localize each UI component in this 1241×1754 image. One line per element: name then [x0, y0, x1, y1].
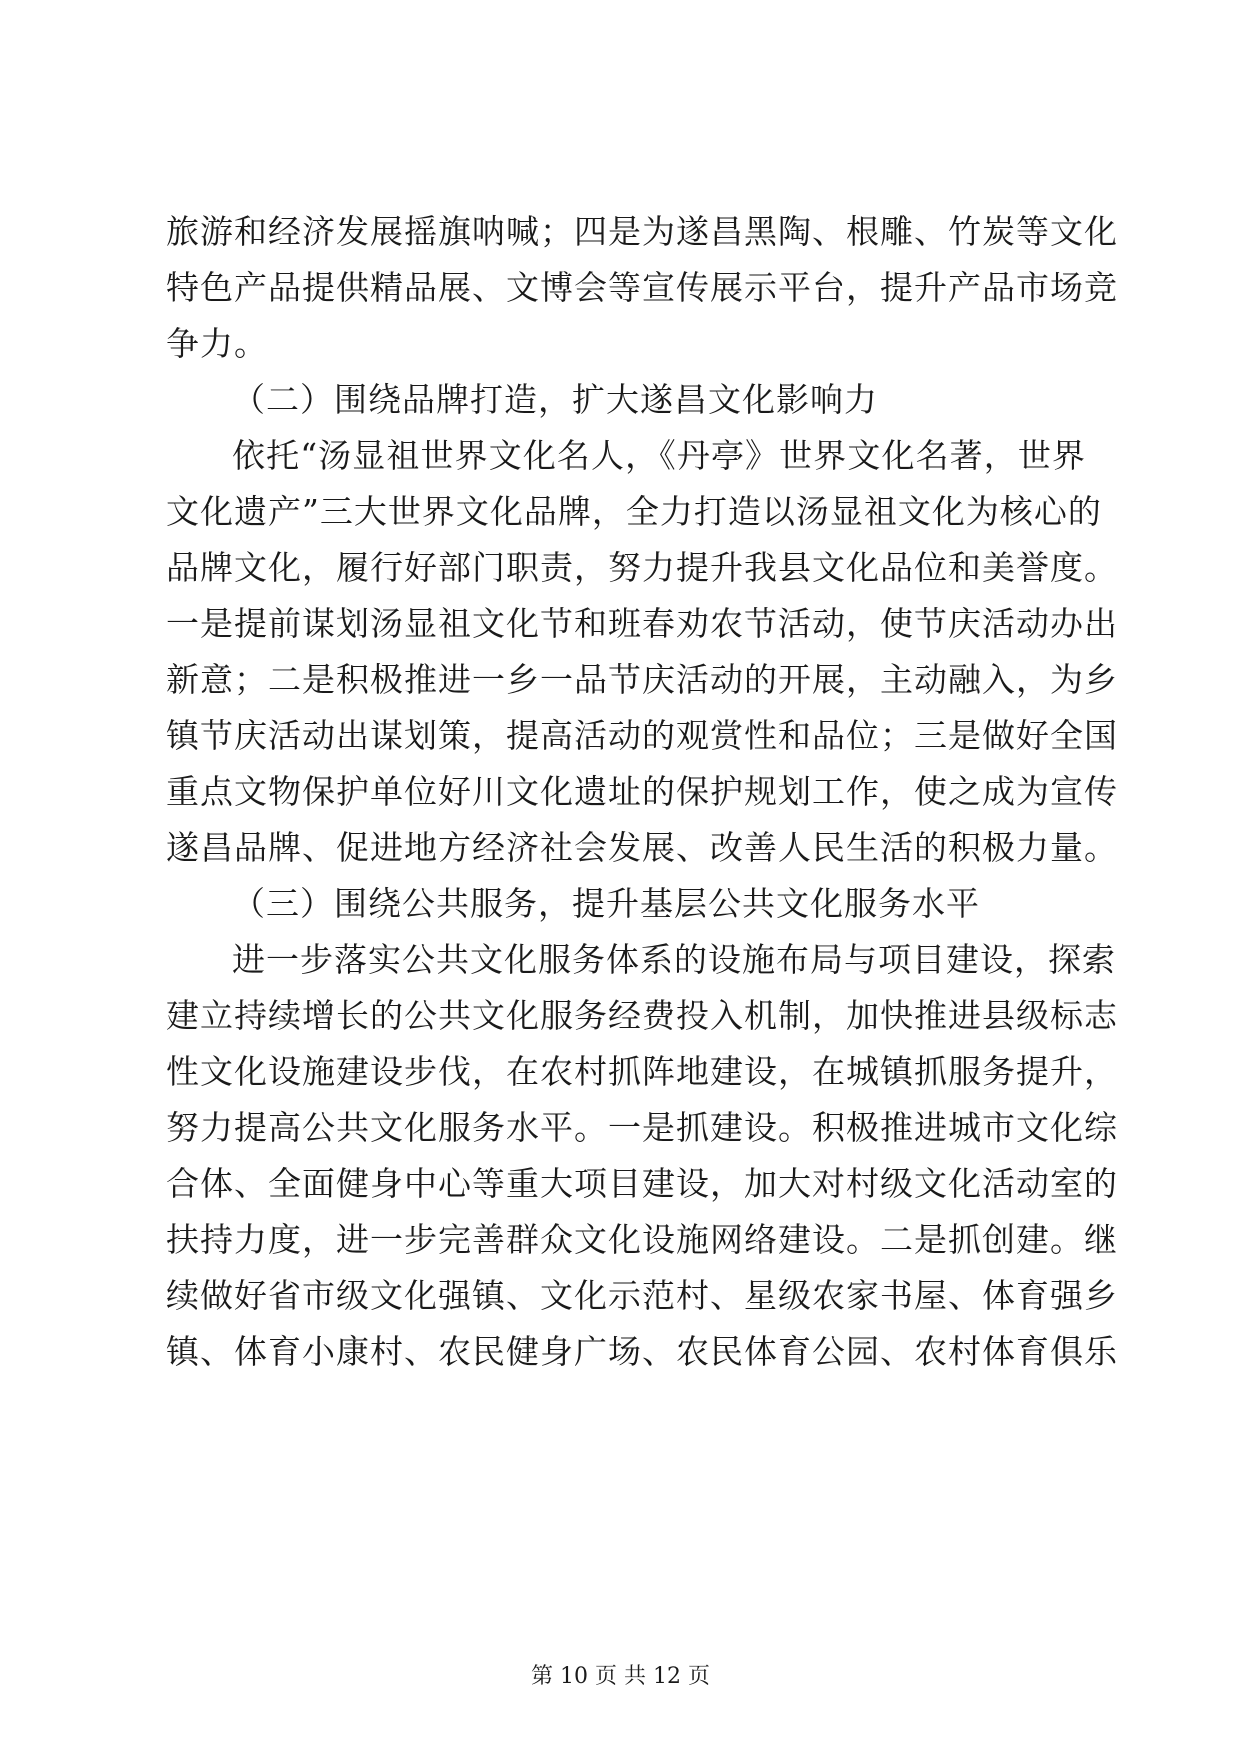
- page-number-footer: 第 10 页 共 12 页: [531, 1664, 710, 1689]
- body-text-line: 新意；二是积极推进一乡一品节庆活动的开展，主动融入，为乡: [166, 660, 1118, 699]
- body-text-line: 合体、全面健身中心等重大项目建设，加大对村级文化活动室的: [166, 1164, 1118, 1203]
- paragraph-first-line: 进一步落实公共文化服务体系的设施布局与项目建设，探索: [232, 940, 1116, 979]
- body-text-line: 扶持力度，进一步完善群众文化设施网络建设。二是抓创建。继: [166, 1220, 1118, 1259]
- body-text-line: 镇节庆活动出谋划策，提高活动的观赏性和品位；三是做好全国: [166, 716, 1118, 755]
- paragraph-first-line: 依托“汤显祖世界文化名人，《丹亭》世界文化名著，世界: [232, 436, 1086, 475]
- body-text-line: 文化遗产”三大世界文化品牌，全力打造以汤显祖文化为核心的: [166, 492, 1102, 531]
- body-text-line: 镇、体育小康村、农民健身广场、农民体育公园、农村体育俱乐: [166, 1332, 1118, 1371]
- body-text-line: 遂昌品牌、促进地方经济社会发展、改善人民生活的积极力量。: [166, 828, 1118, 867]
- section-heading: （二）围绕品牌打造，扩大遂昌文化影响力: [232, 380, 878, 419]
- section-heading: （三）围绕公共服务，提升基层公共文化服务水平: [232, 884, 980, 923]
- body-text-line: 旅游和经济发展摇旗呐喊；四是为遂昌黑陶、根雕、竹炭等文化: [166, 212, 1118, 251]
- body-text-line: 性文化设施建设步伐，在农村抓阵地建设，在城镇抓服务提升，: [166, 1052, 1118, 1091]
- body-text-line: 重点文物保护单位好川文化遗址的保护规划工作，使之成为宣传: [166, 772, 1118, 811]
- body-text-line: 特色产品提供精品展、文博会等宣传展示平台，提升产品市场竞: [166, 268, 1118, 307]
- body-text-line: 努力提高公共文化服务水平。一是抓建设。积极推进城市文化综: [166, 1108, 1118, 1147]
- body-text-line: 建立持续增长的公共文化服务经费投入机制，加快推进县级标志: [166, 996, 1118, 1035]
- body-text-line: 争力。: [166, 324, 268, 363]
- body-text-line: 一是提前谋划汤显祖文化节和班春劝农节活动，使节庆活动办出: [166, 604, 1118, 643]
- body-text-line: 品牌文化，履行好部门职责，努力提升我县文化品位和美誉度。: [166, 548, 1118, 587]
- body-text-line: 续做好省市级文化强镇、文化示范村、星级农家书屋、体育强乡: [166, 1276, 1118, 1315]
